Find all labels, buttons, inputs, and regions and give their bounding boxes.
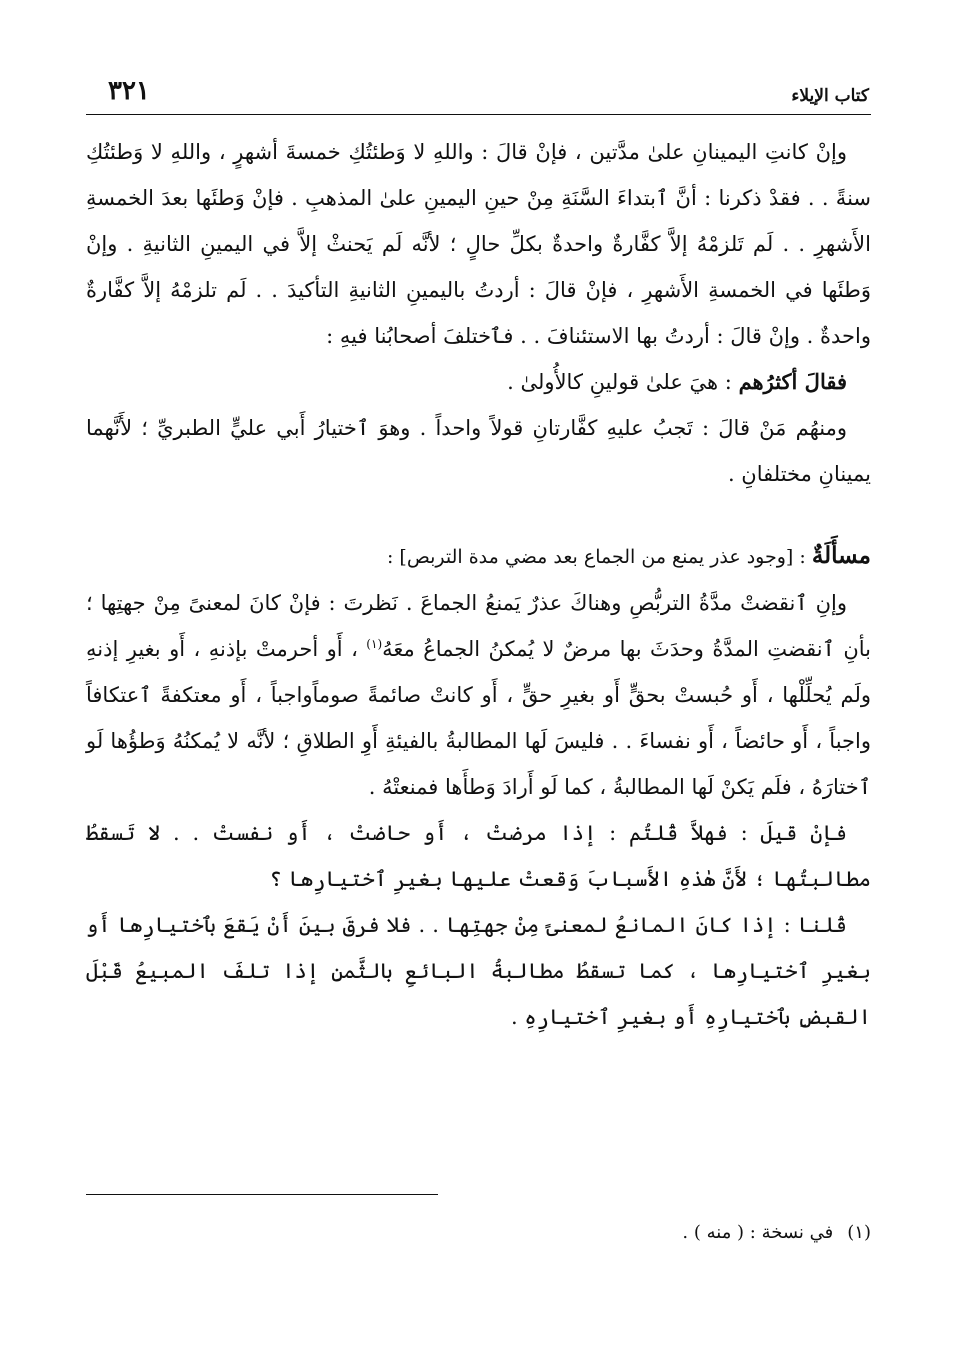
paragraph-5: فإنْ قيلَ : فهلاَّ قُلتُم : إذا مرضتْ ، أَو حاضتْ ، أَو نفستْ . . لا تَسقطُ مطالبتُها ؛ لأَنَّ هٰذهِ الأَسبابَ وَقعتْ عليها بغيرِ ٱختيارِها ؟	[86, 821, 871, 891]
footnote-reference[interactable]: (١)	[366, 637, 383, 651]
running-title: كتاب الإيلاء	[791, 86, 869, 106]
paragraph-2-rest: : هيَ علىٰ قولينِ كالأُولىٰ .	[507, 370, 739, 394]
paragraph-4	[86, 580, 871, 810]
paragraph-2	[86, 359, 871, 405]
section-title: مسأَلَةٌ	[811, 542, 871, 569]
paragraph-1: وإنْ كانتِ اليمينانِ علىٰ مدَّتين ، فإنْ قالَ : واللهِ لا وَطئتُكِ خمسةَ أشهرٍ ، واللهِ لا وَطئتُكِ سنةً . . فقدْ ذكرنا : أنَّ ٱبتداءَ السَّنَةِ مِنْ حينِ اليمينِ علىٰ المذهبِ . فإنْ وَطئَها بعدَ الخمسةِ الأَشهرِ . . لَم تَلزمْهُ إلاَّ كفَّارةٌ واحدةٌ بكلِّ حالٍ ؛ لأنَّه لَم يَحنثْ إلاَّ في اليمينِ الثانيةِ . وإنْ وَطئَها في الخمسةِ الأَشهرِ ، فإنْ قالَ : أردتُ باليمينِ الثانيةِ التأكيدَ . . لَم تلزمْهُ إلاَّ كفَّارةٌ واحدةٌ . وإنْ قالَ : أردتُ بها الاستئنافَ . . فٱختلفَ أصحابُنا فيهِ :	[86, 140, 872, 348]
main-text	[86, 129, 871, 1040]
section-subtitle: : [وجود عذر يمنع من الجماع بعد مضي مدة التربص] :	[386, 546, 812, 568]
footnote-number: (١)	[847, 1222, 871, 1243]
section-heading	[86, 533, 871, 580]
section-gap	[86, 497, 871, 533]
paragraph-4-end: ، أَو أحرمتْ بإذنهِ ، أَو بغيرِ إذنهِ ولَم يُحلِّلْها ، أَو حُبستْ بحقٍّ أَو بغيرِ حقٍّ ، أَو كانتْ صائمةً صوماًواجباً ، أَو معتكفةً ٱعتكافاً واجباً ، أَو حائضاً ، أَو نفساءَ . . فليسَ لَها المطالبةُ بالفيئةِ أَوِ الطلاقِ ؛ لأنَّه لا يُمكنُهُ وَطؤُها لَو ٱختارَهُ ، فلَم يَكنْ لَها المطالبةُ ، كما لَو أَرادَ وَطأَها فمنعتْهُ .	[86, 637, 871, 799]
paragraph-3: ومنهُم مَنْ قالَ : تَجبُ عليهِ كفَّارتانِ قولاً واحداً . وهوَ ٱختيارُ أَبي عليٍّ الطبريِّ ؛ لأَنَّهما يمينانِ مختلفانِ .	[86, 416, 871, 486]
footnote-text: في نسخة : ( منه ) .	[682, 1222, 834, 1243]
paragraph-6: قُلنا : إذا كانَ المانعُ لمعنىً مِنْ جهتِها . . فلا فرقَ بينَ أَنْ يَقعَ بٱختيارِها أَو بغيرِ ٱختيارِها ، كما تسقطُ مطالبةُ البائعِ بالثَّمنِ إذا تلفَ المبيعُ قَبْلَ القبضِ بٱختيارِهِ أَو بغيرِ ٱختيارِهِ .	[86, 913, 871, 1029]
footnote-divider	[86, 1194, 438, 1195]
page-number: ٣٢١	[108, 76, 150, 106]
paragraph-2-lead: فقالَ أكثرُهم	[738, 369, 847, 394]
book-page	[86, 70, 871, 1320]
paragraph-4-start: وإنِ ٱنقضتْ مدَّةُ التربُّصِ وهناكَ عذرٌ يَمنعُ الجماعَ . نَظرتَ : فإنْ كانَ لمعنىً مِنْ جهتِها ؛ بأنِ ٱنقضتِ المدَّةُ وحدَثَ بها مرضٌ لا يُمكنُ الجماعُ معَهُ	[86, 591, 871, 661]
page-header	[86, 70, 871, 115]
footnote	[682, 1222, 871, 1243]
